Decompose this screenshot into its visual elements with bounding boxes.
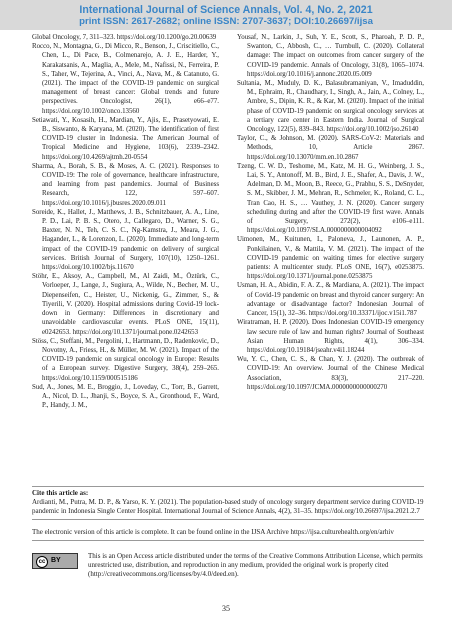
citation-title: Cite this article as:: [32, 489, 89, 497]
page-number: 35: [222, 604, 230, 613]
reference-entry: Tzeng, C. W. D., Teshome, M., Katz, M. H. G., Weinberg, J. S., Lai, S. Y., Antonoff, M. B., Bird, J. E., Shafer, A., Davis, J. W., Adelman, D. M., Moon, B., Reece, G., Prabhu, S. S., DeSnyder, S. M., Skibber, J. M., Mehran, R., Schmeler, K., Roland, C. L., Tran Cao, H. S., … Vauthey, J. N. (2020). Cancer surgery scheduling during and after the COVID-19 first wave. Annals of Surgery, 272(2), e106–e111. https://doi.org/10.1097/SLA.0000000000004092: [237, 162, 424, 235]
references-columns: [32, 33, 424, 481]
reference-entry: Taylor, C., & Johnson, M. (2020). SARS-CoV-2: Materials and Methods, 10, Article 2867. https://doi.org/10.13070/mm.en.10.2867: [237, 135, 424, 161]
citation-text: Ardianti, M., Putra, M. D. P., & Yarso, K. Y. (2021). The population-based study of oncology surgery department service during COVID-19 pandemic in Indonesia Single Center Hospital. International Journal of Science Annals, 4(2), 31–35. https://doi.org/10.26697/ijsa.2021.2.7: [32, 498, 424, 516]
creative-commons-icon: [32, 553, 78, 569]
cc-badge-label: cc: [36, 556, 48, 568]
electronic-version-note: The electronic version of this article is complete. It can be found online in the IJSA Archive https://ijsa.culturehealth.org/en/arhiv: [32, 528, 424, 541]
reference-entry: Wiratraman, H. P. (2020). Does Indonesian COVID-19 emergency law secure rule of law and human rights? Journal of Southeast Asian Human Rights, 4(1), 306–334. https://doi.org/10.19184/jseahr.v4i1.18244: [237, 319, 424, 354]
cc-by-label: BY: [51, 557, 61, 564]
reference-entry: Soreide, K., Hallet, J., Matthews, J. B., Schnitzbauer, A. A., Line, P. D., Lai, P. B. S., Otero, J., Callegaro, D., Warner, S. G., Baxter, N. N., Teh, C. S. C., Ng-Kamstra, J., Meara, J. G., Hagander, L., & Lorenzon, L. (2020). Immediate and long-term impact of the COVID-19 pandemic on delivery of surgical services. British Journal of Surgery, 107(10), 1250–1261. https://doi.org/10.1002/bjs.11670: [32, 208, 219, 272]
journal-header: [0, 0, 452, 30]
reference-entry: Uimonen, M., Kuitunen, I., Paloneva, J., Launonen, A. P., Ponkilainen, V., & Mattila, V. M. (2021). The impact of the COVID-19 pandemic on waiting times for elective surgery patients: A multicenter study. PLoS ONE, 16(7), e0253875. https://doi.org/10.1371/journal.pone.0253875: [237, 236, 424, 281]
license-section: [32, 552, 424, 590]
reference-entry: Sultania, M., Muduly, D. K., Balasubramaniyan, V., Imaduddin, M., Ephraim, R., Chaudhary, I., Singh, A., Jain, A., Colney, L., Ambre, S., Dipin, K. R., & Kar, M. (2020). Impact of the initial phase of COVID-19 pandemic on surgical oncology services at a tertiary care center in Eastern India. Journal of Surgical Oncology, 122(5), 839–843. https://doi.org/10.1002/jso.26140: [237, 80, 424, 134]
journal-title: International Journal of Science Annals, Vol. 4, No. 2, 2021: [79, 4, 373, 16]
reference-entry: Rocco, N., Montagna, G., Di Micco, R., Benson, J., Criscitiello, C., Chen, L., Di Pace, B., Colmenarejo, A. J. E., Harder, Y., Karakatsanis, A., Maglia, A., Mele, M., Nafissi, N., Ferreira, P. S., Taher, W., Tejerina, A., Vinci, A., Nava, M., & Catanuto, G. (2021). The impact of the COVID-19 pandemic on surgical management of breast cancer: Global trends and future perspectives. Oncologist, 26(1), e66–e77. https://doi.org/10.1002/onco.13560: [32, 43, 219, 115]
journal-issn-doi: print ISSN: 2617-2682; online ISSN: 2707-3637; DOI:10.26697/ijsa: [79, 16, 373, 27]
license-text: This is an Open Access article distributed under the terms of the Creative Commons Attribution License, which permits unrestricted use, distribution, and reproduction in any medium, provided the original work is properly cited (http://creativecommons.org/licenses/by/4.0/deed.en).: [88, 552, 423, 579]
reference-entry: Wu, Y. C., Chen, C. S., & Chan, Y. J. (2020). The outbreak of COVID-19: An overview. Journal of the Chinese Medical Association, 83(3), 217–220. https://doi.org/10.1097/JCMA.0000000000000270: [237, 356, 424, 391]
references-left-column: [32, 33, 219, 481]
reference-entry: Yousaf, N., Larkin, J., Suh, Y. E., Scott, S., Pharoah, P. D. P., Swanton, C., Abbosh, C., … Turnbull, C. (2020). Collateral damage: The impact on outcomes from cancer surgery of the COVID-19 pandemic. Annals of Oncology, 31(8), 1065–1074. https://doi.org/10.1016/j.annonc.2020.05.009: [237, 34, 424, 78]
reference-entry: Sud, A., Jones, M. E., Broggio, J., Loveday, C., Torr, B., Garrett, A., Nicol, D. L., Jhanji, S., Boyce, S. A., Gronthoud, F., Ward, P., Handy, J. M.,: [32, 383, 219, 410]
reference-entry: Stöss, C., Steffani, M., Pergolini, I., Hartmann, D., Radenkovic, D., Novotny, A., Friess, H., & Müller, M. W. (2021). Impact of the COVID-19 pandemic on surgical oncology in Europe: Results of a European survey. Digestive Surgery, 38(4), 259–265. https://doi.org/10.1159/000515186: [32, 337, 219, 382]
references-right-column: [237, 33, 424, 481]
citation-box: [32, 486, 424, 520]
reference-entry: Sharma, A., Borah, S. B., & Moses, A. C. (2021). Responses to COVID-19: The role of governance, healthcare infrastructure, and learning from past pandemics. Journal of Business Research, 122, 597–607. https://doi.org/10.1016/j.jbusres.2020.09.011: [32, 162, 219, 207]
reference-entry: Global Oncology, 7, 311–323. https://doi.org/10.1200/go.20.00639: [32, 34, 217, 41]
reference-entry: Setiawati, Y., Kosasih, H., Mardian, Y., Ajis, E., Prasetyowati, E. B., Siswanto, & Karyana, M. (2020). The identification of first COVID-19 cluster in Indonesia. The American Journal of Tropical Medicine and Hygiene, 103(6), 2339–2342. https://doi.org/10.4269/ajtmh.20-0554: [32, 116, 219, 161]
reference-entry: Stöhr, E., Aksoy, A., Campbell, M., Al Zaidi, M., Öztürk, C., Vorloeper, J., Lange, J., Sugiura, A., Wilde, N., Becher, M. U., Diepenseifen, C., Heister, U., Nickenig, G., Zimmer, S., & Tiyerili, V. (2020). Hospital admissions during Covid-19 lock-down in Germany: Differences in discretionary and unavoidable cardiovascular events. PLoS ONE, 15(11), e0242653. https://doi.org/10.1371/journal.pone.0242653: [32, 273, 219, 336]
reference-entry: Usman, H. A., Abidin, F. A. Z., & Mardiana, A. (2021). The impact of Covid-19 pandemic on breast and thyroid cancer surgery: An advantage or disadvantage factor? Indonesian Journal of Cancer, 15(1), 32–36. https://doi.org/10.33371/ijoc.v15i1.787: [237, 282, 424, 318]
